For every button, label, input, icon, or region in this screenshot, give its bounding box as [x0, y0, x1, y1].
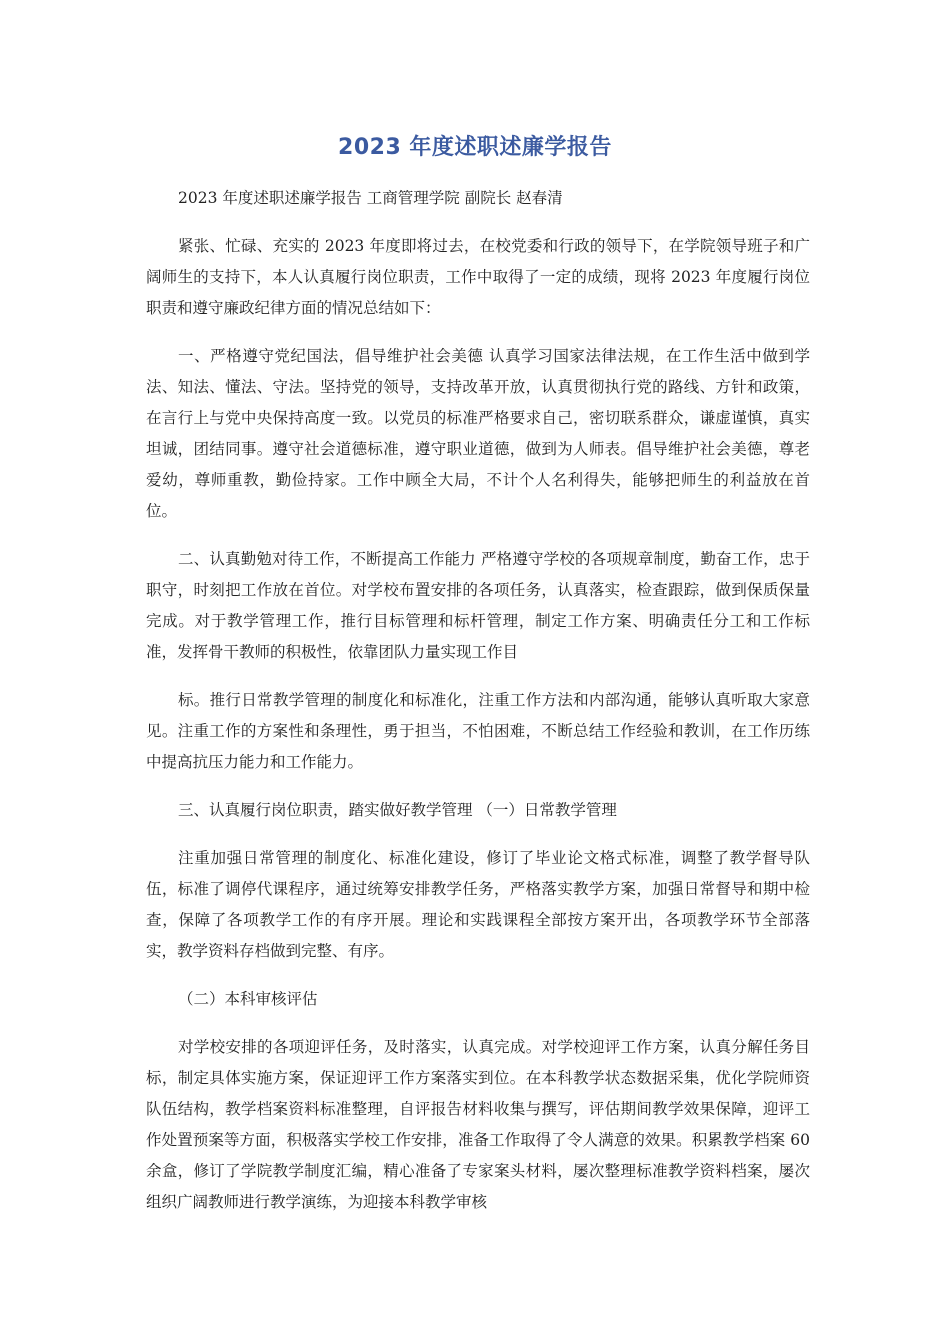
intro-paragraph: 紧张、忙碌、充实的 2023 年度即将过去，在校党委和行政的领导下，在学院领导班子和广阔师生的支持下，本人认真履行岗位职责，工作中取得了一定的成绩，现将 2023 年度履行岗位职责和遵守廉政纪律方面的情况总结如下：	[146, 237, 810, 317]
section-one-paragraph: 一、严格遵守党纪国法，倡导维护社会美德 认真学习国家法律法规，在工作生活中做到学法、知法、懂法、守法。坚持党的领导，支持改革开放，认真贯彻执行党的路线、方针和政策，在言行上与党中央保持高度一致。以党员的标准严格要求自己，密切联系群众，谦虚谨慎，真实坦诚，团结同事。遵守社会道德标准，遵守职业道德，做到为人师表。倡导维护社会美德，尊老爱幼，尊师重教，勤俭持家。工作中顾全大局，不计个人名利得失，能够把师生的利益放在首位。	[146, 347, 810, 520]
evaluation-paragraph: 对学校安排的各项迎评任务，及时落实，认真完成。对学校迎评工作方案，认真分解任务目标，制定具体实施方案，保证迎评工作方案落实到位。在本科教学状态数据采集，优化学院师资队伍结构，教学档案资料标准整理，自评报告材料收集与撰写，评估期间教学效果保障，迎评工作处置预案等方面，积极落实学校工作安排，准备工作取得了令人满意的效果。积累教学档案 60 余盒，修订了学院教学制度汇编，精心准备了专家案头材料，屡次整理标准教学资料档案，屡次组织广阔教师进行教学演练，为迎接本科教学审核	[146, 1038, 810, 1211]
author-line: 2023 年度述职述廉学报告 工商管理学院 副院长 赵春清	[178, 189, 563, 207]
subsection-two-heading: （二）本科审核评估	[178, 990, 318, 1008]
document-title: 2023 年度述职述廉学报告	[338, 135, 612, 160]
section-three-heading: 三、认真履行岗位职责，踏实做好教学管理 （一）日常教学管理	[178, 801, 617, 819]
daily-management-paragraph: 注重加强日常管理的制度化、标准化建设，修订了毕业论文格式标准，调整了教学督导队伍，标准了调停代课程序，通过统筹安排教学任务，严格落实教学方案，加强日常督导和期中检查，保障了各项教学工作的有序开展。理论和实践课程全部按方案开出，各项教学环节全部落实，教学资料存档做到完整、有序。	[146, 849, 810, 960]
document-body	[146, 183, 810, 1235]
section-two-continuation: 标。推行日常教学管理的制度化和标准化，注重工作方法和内部沟通，能够认真听取大家意见。注重工作的方案性和条理性，勇于担当，不怕困难，不断总结工作经验和教训，在工作历练中提高抗压力能力和工作能力。	[146, 691, 810, 771]
section-two-paragraph: 二、认真勤勉对待工作，不断提高工作能力 严格遵守学校的各项规章制度，勤奋工作，忠于职守，时刻把工作放在首位。对学校布置安排的各项任务，认真落实，检查跟踪，做到保质保量完成。对于教学管理工作，推行目标管理和标杆管理，制定工作方案、明确责任分工和工作标准，发挥骨干教师的积极性，依靠团队力量实现工作目	[146, 550, 810, 661]
